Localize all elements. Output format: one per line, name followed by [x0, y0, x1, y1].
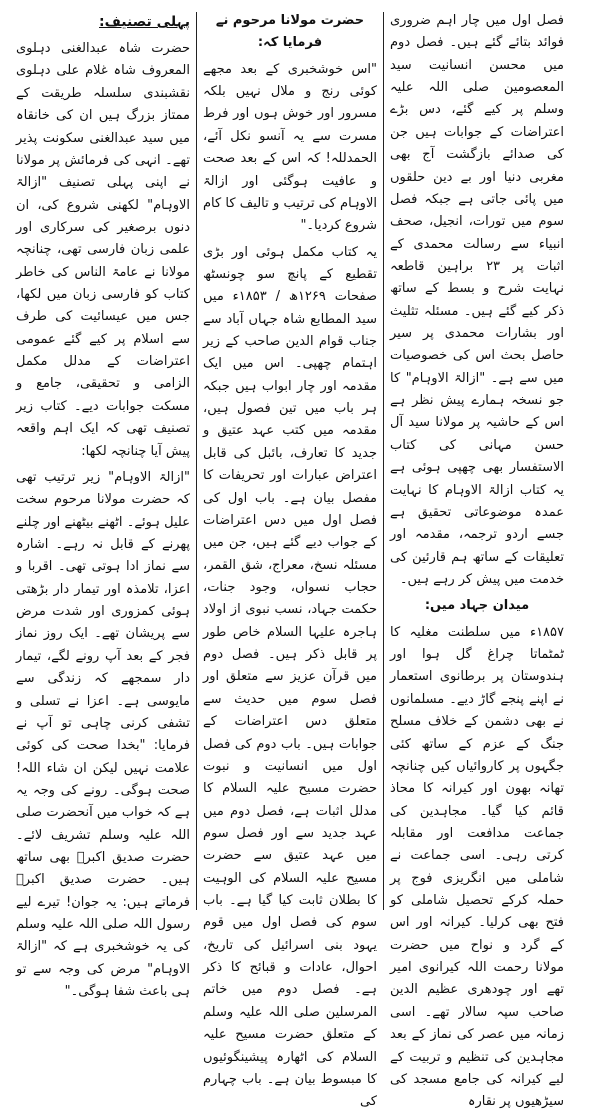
paragraph: فصل اول میں چار اہم ضروری فوائد بتائے گئے ہیں۔ فصل دوم میں محسن انسانیت سید المعصومین صلی اللہ علیہ وسلم پر کیے گئے، دس بڑے اعتراضات کے جوابات ہیں جن کی صدائے بازگشت آج بھی مغربی دنیا اور بے دین حلقوں میں پائی جاتی ہے جبکہ فصل سوم میں تورات، انجیل، صحف انبیاء سے رسالت محمدی کے اثبات پر ۲۳ براہین قاطعہ نہایت شرح و بسط کے ساتھ ذکر کیے گئے ہیں۔ مسئلہ تثلیث اور بشارات محمدی پر سیر حاصل بحث اس کی خصوصیات میں سے ہے۔ "ازالۃ الاوہام" کا جو نسخہ ہمارے پیش نظر ہے اس کے حاشیہ پر مولانا سید آل حسن مہانی کی کتاب الاستفسار بھی چھپی ہوئی ہے یہ کتاب ازالۃ الاوہام کا نہایت عمدہ موضوعاتی تحقیق ہے جسے اردو ترجمہ، مقدمہ اور تعلیقات کے ساتھ ہم قارئین کی خدمت میں پیش کر رہے ہیں۔ [390, 13, 564, 587]
column-right [10, 10, 196, 1000]
column-middle [197, 10, 383, 1110]
column-divider [196, 12, 197, 910]
quoted-paragraph: "اس خوشخبری کے بعد مجھے کوئی رنج و ملال نہیں بلکہ مسرور اور خوش ہوں اور فرط مسرت سے یہ آنسو نکل آئے، الحمدللہ! کہ اس کے بعد صحت و عافیت ہوگئی اور ازالۃ الاوہام کی ترتیب و تالیف کا کام شروع کردیا۔" [203, 61, 377, 234]
paragraph: حضرت شاہ عبدالغنی دہلوی المعروف شاہ غلام علی دہلوی نقشبندی سلسلہ طریقت کے ممتاز بزرگ ہیں ان کی خانقاہ میں سید عبدالغنی سکونت پذیر تھے۔ انہی کی فرمائش پر مولانا نے اپنی پہلی تصنیف "ازالۃ الاوہام" لکھنی شروع کی، ان دنوں برصغیر کی سرکاری اور علمی زبان فارسی تھی، چنانچہ مولانا نے عامۃ الناس کی خاطر کتاب کو فارسی زبان میں لکھا، جس میں عیسائیت کی طرف سے اسلام پر کیے گئے عمومی اعتراضات کے مدلل مکمل الزامی و تحقیقی، جامع و مسکت جوابات دیے۔ کتاب زیر تصنیف تھی کہ ایک اہم واقعہ پیش آیا چنانچہ لکھا: [16, 41, 190, 459]
section-heading-first-work: پہلی تصنیف: [99, 14, 190, 30]
column-left [384, 10, 570, 1110]
section-heading-jihad: میدان جہاد میں: [424, 598, 530, 614]
paragraph: ۱۸۵۷ء میں سلطنت مغلیہ کا ٹمٹماتا چراغ گل ہوا اور ہندوستان پر برطانوی استعمار نے اپنے پنجے گاڑ دیے۔ مسلمانوں نے بھی دشمن کے خلاف مسلح جنگ کے عزم کے ساتھ کئی جگہوں پر کاروائیاں کیں چنانچہ تھانہ بھون اور کیرانہ کا محاذ قائم کیا گیا۔ مجاہدین کی جماعت مدافعت اور مقابلہ کرتی رہی۔ اسی جماعت نے شاملی میں انگریزی فوج پر حملہ کرکے تحصیل شاملی کو فتح بھی کرلیا۔ کیرانہ اور اس کے گرد و نواح میں حضرت مولانا رحمت اللہ کیرانوی امیر تھے اور چودھری عظیم الدین صاحب سپہ سالار تھے۔ اسی زمانہ میں عصر کی نماز کے بعد مجاہدین کی تنظیم و تربیت کے لیے کیرانہ کی جامع مسجد کی سیڑھیوں پر نقارہ [390, 624, 564, 1110]
sub-heading: حضرت مولانا مرحوم نے فرمایا کہ: [215, 13, 365, 51]
quoted-paragraph: "ازالۃ الاوہام" زیر ترتیب تھی کہ حضرت مولانا مرحوم سخت علیل ہوئے۔ اٹھنے بیٹھنے اور چلنے پھرنے کے قابل نہ رہے۔ اشارہ سے نماز ادا ہوتی تھی۔ اقربا و اعزا، تلامذہ اور تیمار دار بڑھتی ہوئی کمزوری اور شدت مرض سے پریشان تھے۔ ایک روز نماز فجر کے بعد آپ رونے لگے، تیمار دار سمجھے کہ زندگی سے مایوسی ہے۔ اعزا نے تسلی و تشفی کرنی چاہی تو آپ نے فرمایا: "بخدا صحت کی کوئی علامت نہیں لیکن ان شاء اللہ! صحت ہوگی۔ رونے کی وجہ یہ ہے کہ خواب میں آنحضرت صلی اللہ علیہ وسلم تشریف لائے۔ حضرت صدیق اکبرؓ بھی ساتھ ہیں۔ حضرت صدیق اکبرؓ فرماتے ہیں: یہ جوان! تیرے لیے رسول اللہ صلی اللہ علیہ وسلم کی یہ خوشخبری ہے کہ "ازالۃ الاوہام" مرض کی وجہ سے تو ہی باعث شفا ہوگی۔" [16, 469, 190, 1000]
column-divider [383, 12, 384, 910]
paragraph: یہ کتاب مکمل ہوئی اور بڑی تقطیع کے پانچ سو چونسٹھ صفحات ۱۲۶۹ھ / ۱۸۵۳ء میں سید المطابع شاہ جہاں آباد سے جناب قوام الدین صاحب کے زیر اہتمام چھپی۔ اس میں ایک مقدمہ اور چار ابواب ہیں جبکہ ہر باب میں تین فصول ہیں، مقدمہ میں کتب عہد عتیق و جدید کا تعارف، بائبل کی قابل اعتراض عبارات اور تحریفات کا مفصل بیان ہے۔ باب اول کی فصل اول میں دس اعتراضات کے جواب دیے گئے ہیں، جن میں مسئلہ نسخ، معراج، شق القمر، حجاب نسواں، وجود جنات، حکمت جہاد، نسب نبوی از اولاد ہاجرہ علیہا السلام خاص طور پر قابل ذکر ہیں۔ فصل دوم میں قرآن عزیز سے متعلق اور فصل سوم میں حدیث سے متعلق دس اعتراضات کے جوابات ہیں۔ باب دوم کی فصل اول میں انسانیت و نبوت حضرت مسیح علیہ السلام کا مدلل اثبات ہے، فصل دوم میں عہد جدید سے اور فصل سوم میں عہد عتیق سے حضرت مسیح علیہ السلام کی الوہیت کا بطلان ثابت کیا گیا ہے۔ باب سوم کی فصل اول میں قوم یہود بنی اسرائیل کی تاریخ، احوال، عادات و قبائح کا ذکر ہے۔ فصل دوم میں خاتم المرسلین صلی اللہ علیہ وسلم کے متعلق حضرت مسیح علیہ السلام کی اٹھارہ پیشینگوئیوں کا مبسوط بیان ہے۔ باب چہارم کی [203, 244, 377, 1110]
